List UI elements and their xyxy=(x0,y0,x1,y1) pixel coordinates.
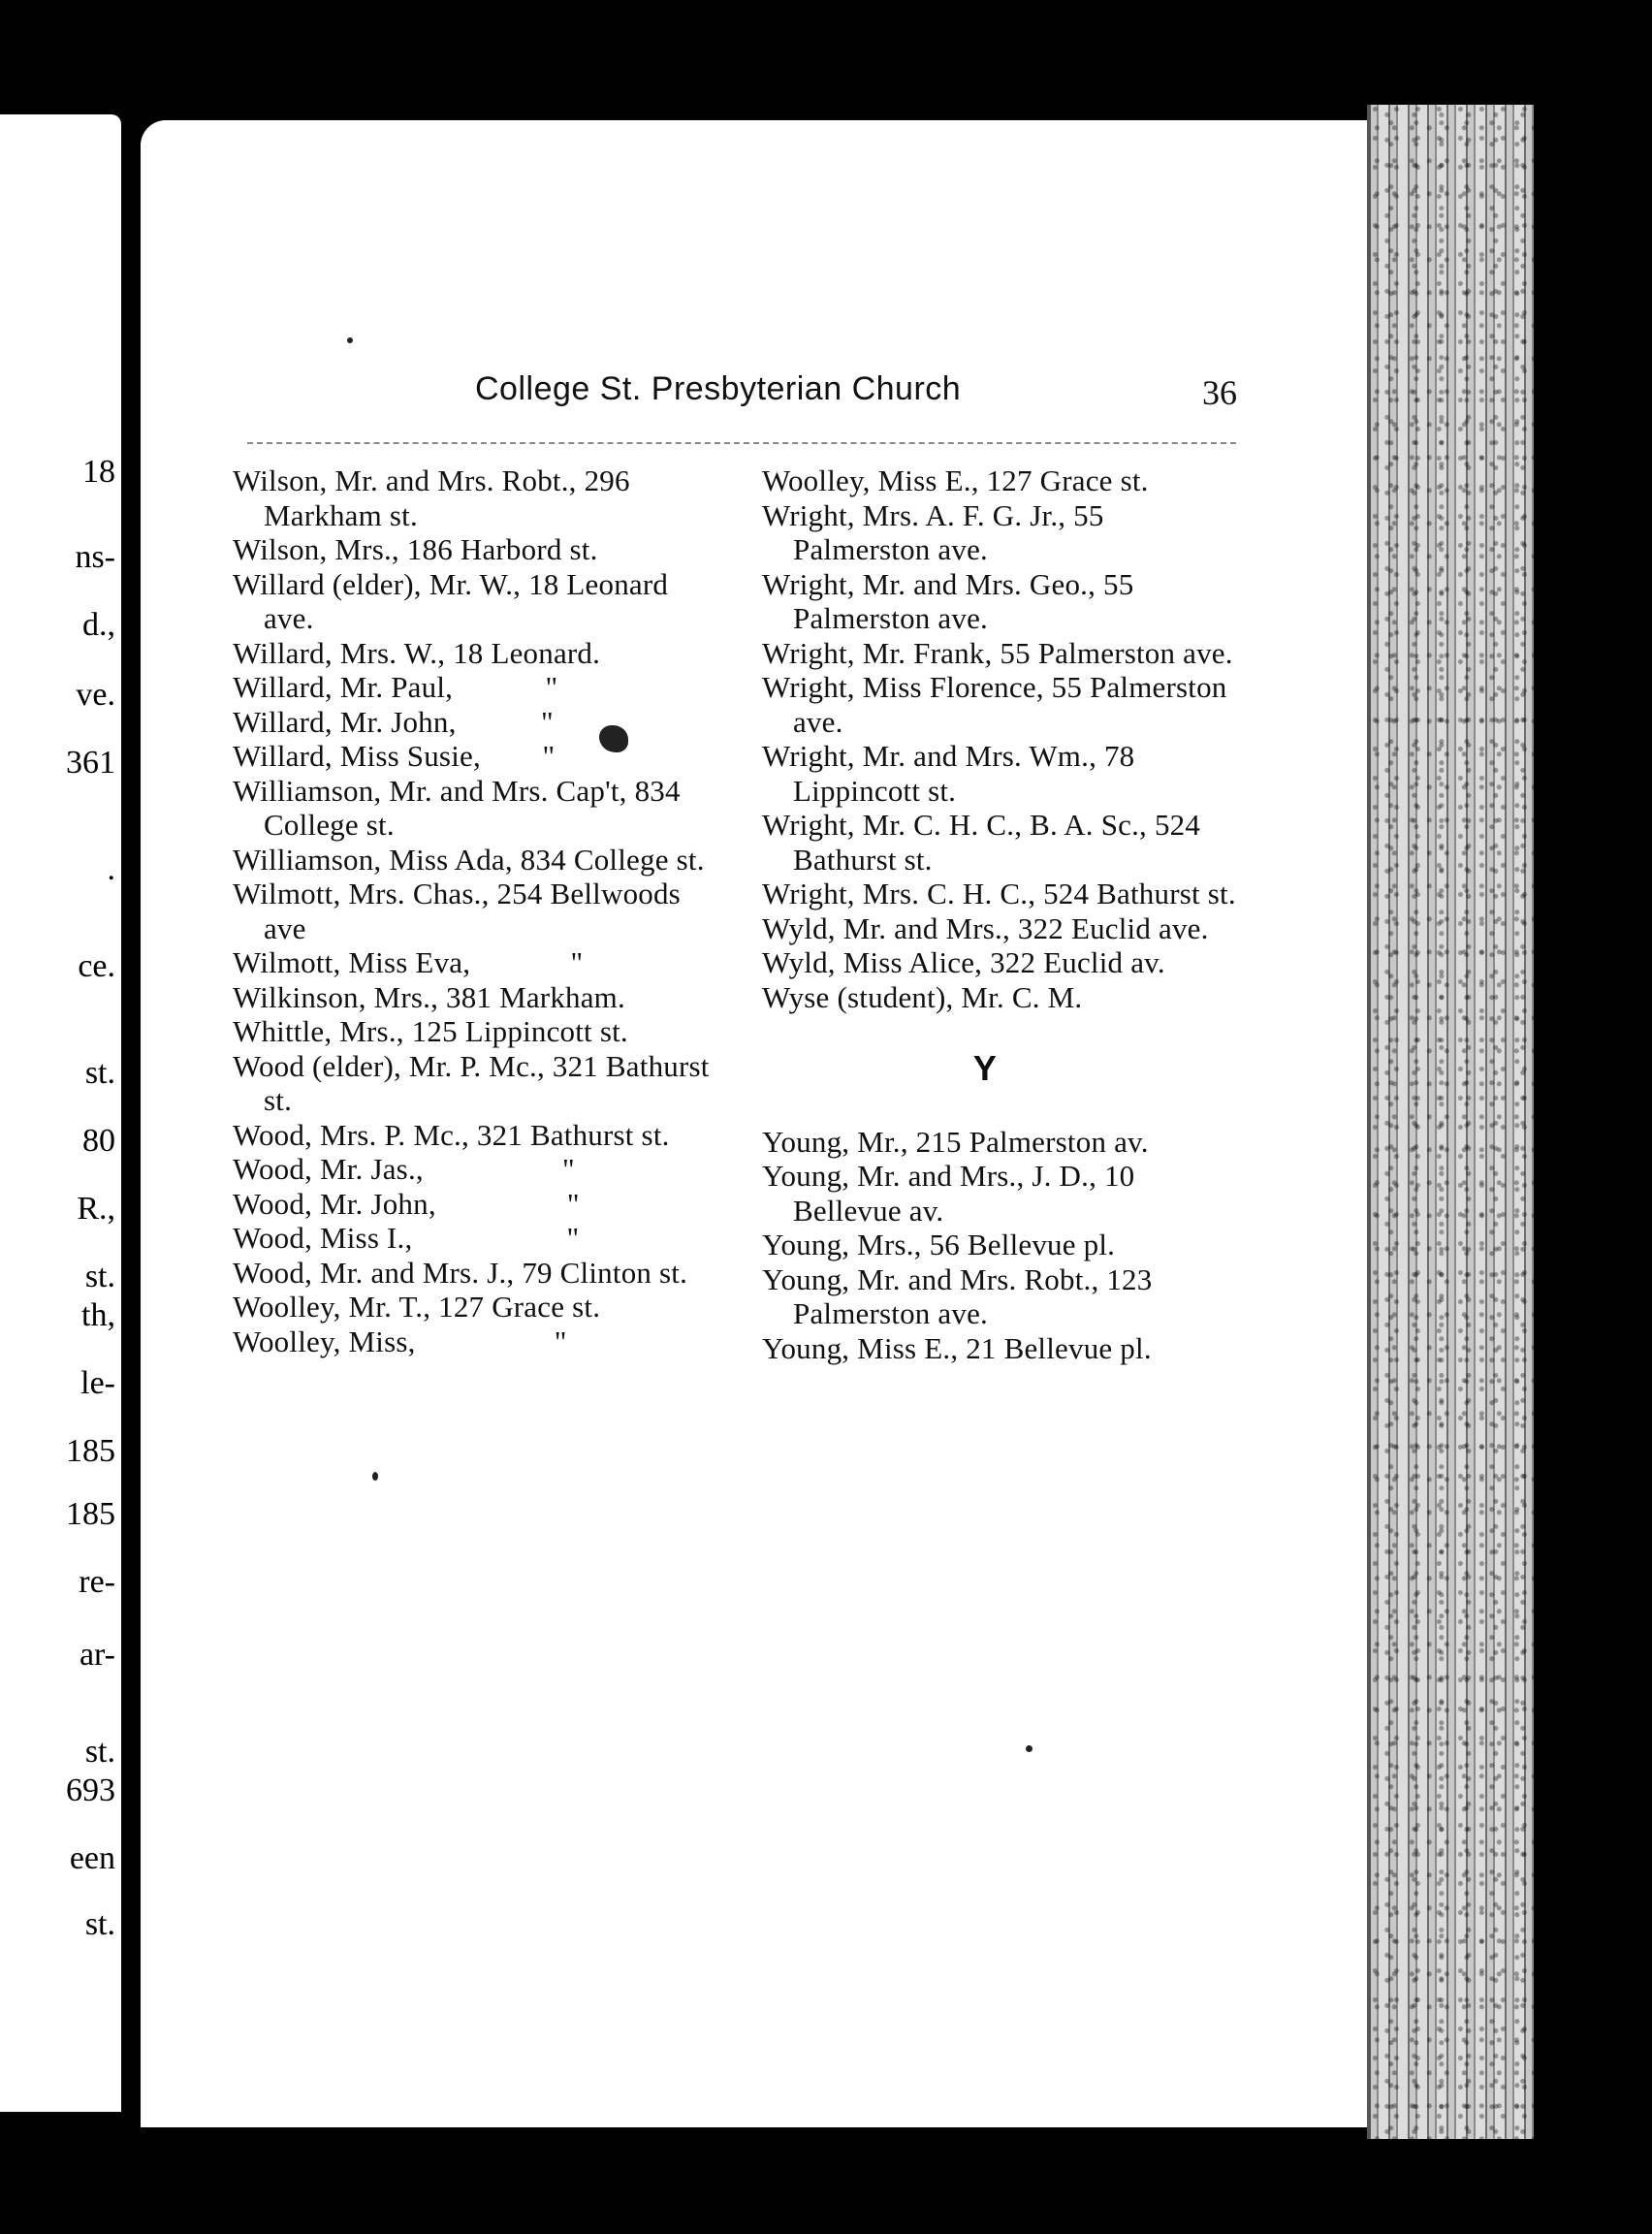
section-letter-y: Y xyxy=(972,1048,998,1088)
directory-entry: Willard (elder), Mr. W., 18 Leonard ave. xyxy=(233,566,677,635)
previous-page-fragment: 185 xyxy=(66,1496,115,1532)
directory-entry: Wyld, Mr. and Mrs., 322 Euclid ave. xyxy=(762,910,1209,945)
previous-page-fragment: d., xyxy=(82,607,115,643)
directory-entry: Young, Miss E., 21 Bellevue pl. xyxy=(762,1330,1152,1365)
header-rule xyxy=(247,442,1236,444)
previous-page-fragment: ar- xyxy=(79,1637,115,1673)
directory-entry: Willard, Mr. Paul, " xyxy=(233,670,558,704)
previous-page-fragment: 18 xyxy=(82,454,115,490)
directory-entry: Wright, Mr. C. H. C., B. A. Sc., 524 Bathurst st. xyxy=(762,808,1208,877)
previous-page-fragment: 80 xyxy=(82,1123,115,1159)
running-title: College St. Presbyterian Church xyxy=(475,370,962,407)
directory-entry: Woolley, Miss, " xyxy=(233,1324,567,1358)
directory-entry: Wood, Mr. Jas., " xyxy=(233,1152,575,1186)
previous-page-fragment: 185 xyxy=(66,1433,115,1469)
directory-entry: Wright, Mr. and Mrs. Geo., 55 Palmerston ave. xyxy=(762,566,1142,635)
directory-entry: Williamson, Mr. and Mrs. Cap't, 834 College st. xyxy=(233,773,688,842)
previous-page-fragment: 693 xyxy=(66,1772,115,1808)
previous-page-fragment: st. xyxy=(84,1906,115,1942)
directory-entry: Young, Mr., 215 Palmerston av. xyxy=(762,1124,1149,1159)
directory-entry: Young, Mr. and Mrs., J. D., 10 Bellevue av. xyxy=(762,1159,1143,1228)
directory-entry: Williamson, Miss Ada, 834 College st. xyxy=(233,842,705,877)
directory-entry: Wood, Mrs. P. Mc., 321 Bathurst st. xyxy=(233,1117,670,1152)
previous-page-fragment: ns- xyxy=(75,539,115,575)
directory-entry: Woolley, Mr. T., 127 Grace st. xyxy=(233,1290,601,1324)
directory-entry: Wright, Mr. and Mrs. Wm., 78 Lippincott st. xyxy=(762,739,1143,808)
directory-entry: Wyse (student), Mr. C. M. xyxy=(762,979,1083,1014)
previous-page-fragment: 361 xyxy=(66,745,115,781)
previous-page-fragment: ve. xyxy=(76,677,115,713)
directory-entry: Wilmott, Mrs. Chas., 254 Bellwoods ave xyxy=(233,877,688,945)
previous-page-fragment: st. xyxy=(84,1055,115,1091)
w-entries xyxy=(762,463,1247,1014)
directory-entry: Young, Mr. and Mrs. Robt., 123 Palmerston ave. xyxy=(762,1261,1160,1330)
directory-entry: Willard, Miss Susie, " xyxy=(233,739,556,773)
directory-entry: Wood (elder), Mr. P. Mc., 321 Bathurst st. xyxy=(233,1048,717,1117)
previous-page-edge xyxy=(0,114,121,2112)
page-number: 36 xyxy=(1202,373,1237,412)
previous-page-fragment: re- xyxy=(79,1564,115,1600)
directory-entry: Wright, Mrs. A. F. G. Jr., 55 Palmerston ave. xyxy=(762,497,1112,566)
directory-entry: Young, Mrs., 56 Bellevue pl. xyxy=(762,1228,1116,1261)
previous-page-fragment: R., xyxy=(77,1191,115,1227)
directory-entry: Wyld, Miss Alice, 322 Euclid av. xyxy=(762,945,1165,979)
directory-entry: Willard, Mrs. W., 18 Leonard. xyxy=(233,635,601,670)
directory-entry: Whittle, Mrs., 125 Lippincott st. xyxy=(233,1014,628,1048)
book-fore-edge xyxy=(1367,105,1534,2139)
previous-page-fragment: le- xyxy=(80,1365,115,1401)
directory-entry: Wood, Mr. John, " xyxy=(233,1186,580,1221)
directory-entry: Wilmott, Miss Eva, " xyxy=(233,945,584,979)
ink-speck xyxy=(347,337,353,343)
directory-entry: Wilson, Mrs., 186 Harbord st. xyxy=(233,532,598,566)
directory-entry: Willard, Mr. John, " xyxy=(233,704,554,739)
directory-entry: Woolley, Miss E., 127 Grace st. xyxy=(762,463,1149,497)
directory-entry: Wright, Mr. Frank, 55 Palmerston ave. xyxy=(762,635,1233,670)
directory-entry: Wood, Mr. and Mrs. J., 79 Clinton st. xyxy=(233,1255,688,1290)
right-column xyxy=(762,463,1247,1365)
directory-entry: Wilkinson, Mrs., 381 Markham. xyxy=(233,979,625,1014)
previous-page-fragment: . xyxy=(107,851,115,887)
previous-page-fragment: th, xyxy=(81,1297,115,1333)
y-entries xyxy=(762,1125,1247,1366)
left-column xyxy=(233,463,717,1358)
ink-speck xyxy=(1026,1745,1032,1752)
previous-page-fragment: een xyxy=(69,1840,115,1876)
previous-page-fragment: st. xyxy=(84,1259,115,1294)
directory-entry: Wright, Mrs. C. H. C., 524 Bathurst st. xyxy=(762,877,1236,910)
ink-speck xyxy=(372,1472,378,1481)
directory-entry: Wood, Miss I., " xyxy=(233,1221,580,1255)
previous-page-fragment: ce. xyxy=(78,948,115,984)
directory-entry: Wright, Miss Florence, 55 Palmerston ave. xyxy=(762,670,1235,739)
directory-entry: Wilson, Mr. and Mrs. Robt., 296 Markham st. xyxy=(233,463,638,532)
previous-page-fragment: st. xyxy=(84,1734,115,1770)
